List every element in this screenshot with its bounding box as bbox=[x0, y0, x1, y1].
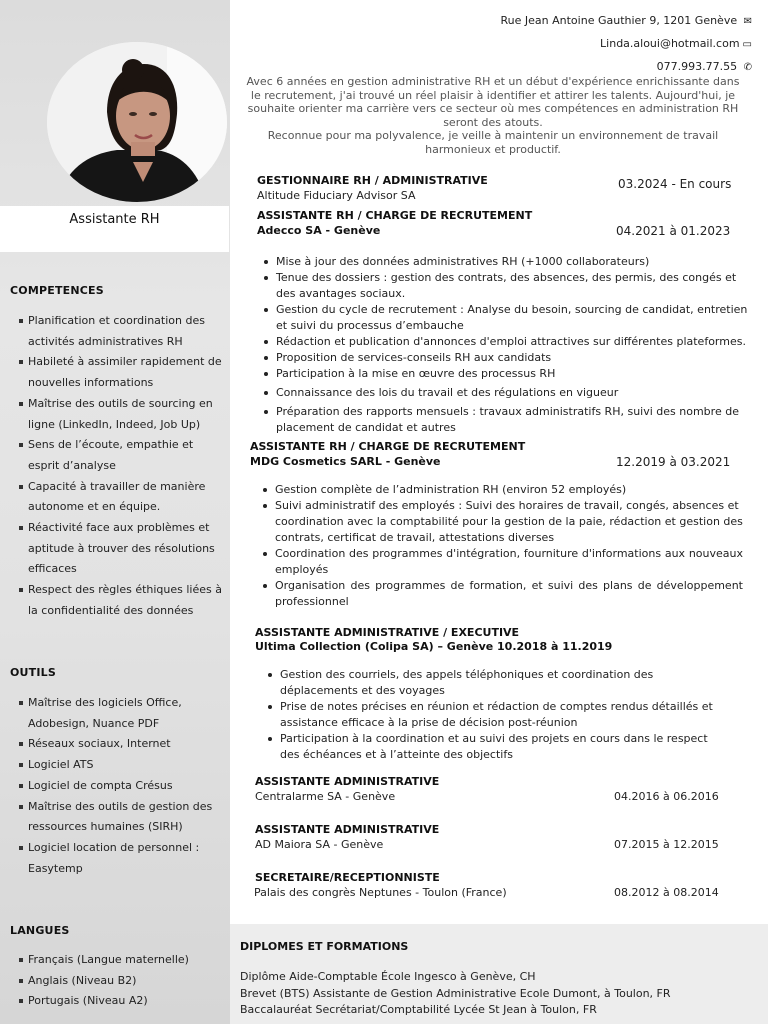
job-5-org: AD Maiora SA - Genève bbox=[255, 838, 384, 851]
education-line: Diplôme Aide-Comptable École Ingesco à Genève, CH bbox=[240, 970, 536, 983]
job-3-org: Ultima Collection (Colipa SA) – Genève 10.2018 à 11.2019 bbox=[255, 640, 613, 653]
list-item: Participation à la coordination et au suivi des projets en cours dans le respect des échéances et à l’atteinte des objectifs bbox=[280, 731, 720, 763]
list-item: Réactivité face aux problèmes et aptitude à trouver des résolutions efficaces bbox=[0, 518, 230, 580]
list-item: Participation à la mise en œuvre des processus RH bbox=[276, 366, 758, 382]
job-4-org: Centralarme SA - Genève bbox=[255, 790, 396, 803]
job-3-bullets bbox=[280, 667, 720, 763]
address-line bbox=[501, 10, 752, 33]
job-1-date: 04.2021 à 01.2023 bbox=[616, 224, 731, 238]
education-heading: DIPLOMES ET FORMATIONS bbox=[240, 940, 409, 953]
education-line: Brevet (BTS) Assistante de Gestion Administrative Ecole Dumont, à Toulon, FR bbox=[240, 987, 671, 1000]
profile-summary bbox=[238, 75, 748, 156]
profile-line: le recrutement, j'ai trouvé un réel plaisir à identifier et attirer les talents. Aujourd'hui, je bbox=[250, 88, 736, 102]
list-item: Suivi administratif des employés : Suivi des horaires de travail, congés, absences et coordination avec la comptabilité pour la gestion de la paie, rédaction et gestion des contrats, certificat de travail, attestations diverses bbox=[275, 499, 743, 544]
job-0-title: GESTIONNAIRE RH / ADMINISTRATIVE bbox=[257, 174, 488, 187]
list-item: Logiciel ATS bbox=[0, 755, 230, 776]
envelope-icon: ✉ bbox=[743, 16, 752, 27]
list-item: Sens de l’écoute, empathie et esprit d’analyse bbox=[0, 435, 230, 476]
list-item: Logiciel de compta Crésus bbox=[0, 776, 230, 797]
email-text[interactable]: Linda.aloui@hotmail.com bbox=[600, 37, 740, 50]
competences-heading: COMPETENCES bbox=[10, 284, 104, 297]
list-item: Proposition de services-conseils RH aux candidats bbox=[276, 350, 758, 366]
list-item: Réseaux sociaux, Internet bbox=[0, 734, 230, 755]
job-1-title: ASSISTANTE RH / CHARGE DE RECRUTEMENT bbox=[257, 209, 533, 222]
job-4-title: ASSISTANTE ADMINISTRATIVE bbox=[255, 775, 440, 788]
job-5-title: ASSISTANTE ADMINISTRATIVE bbox=[255, 823, 440, 836]
list-item: Préparation des rapports mensuels : travaux administratifs RH, suivi des nombre de placement de candidat et autres bbox=[276, 404, 758, 436]
list-item: Maîtrise des outils de sourcing en ligne (LinkedIn, Indeed, Job Up) bbox=[0, 394, 230, 435]
list-item: Respect des règles éthiques liées à la confidentialité des données bbox=[0, 580, 230, 621]
email-line bbox=[501, 33, 752, 56]
job-2-title: ASSISTANTE RH / CHARGE DE RECRUTEMENT bbox=[250, 440, 526, 453]
outils-heading: OUTILS bbox=[10, 666, 57, 679]
main-content bbox=[230, 0, 768, 1024]
job-2-bullets bbox=[275, 482, 743, 610]
profile-photo bbox=[47, 42, 227, 202]
candidate-job-title: Assistante RH bbox=[69, 212, 160, 227]
list-item: Logiciel location de personnel : Easytemp bbox=[0, 838, 230, 879]
sidebar bbox=[0, 0, 230, 1024]
job-3-title: ASSISTANTE ADMINISTRATIVE / EXECUTIVE bbox=[255, 626, 520, 639]
job-6-title: SECRETAIRE/RECEPTIONNISTE bbox=[255, 871, 440, 884]
job-1-bullets bbox=[276, 254, 758, 436]
list-item: Français (Langue maternelle) bbox=[0, 950, 230, 971]
job-5-date: 07.2015 à 12.2015 bbox=[614, 838, 719, 851]
job-0-date: 03.2024 - En cours bbox=[618, 177, 732, 191]
list-item: Rédaction et publication d'annonces d'emploi attractives sur différentes plateformes. bbox=[276, 334, 758, 350]
list-item: Gestion complète de l’administration RH (environ 52 employés) bbox=[275, 482, 743, 498]
list-item: Maîtrise des logiciels Office, Adobesign, Nuance PDF bbox=[0, 693, 230, 734]
address-text: Rue Jean Antoine Gauthier 9, 1201 Genève bbox=[500, 14, 738, 27]
list-item: Habileté à assimiler rapidement de nouvelles informations bbox=[0, 352, 230, 393]
phone-icon: ✆ bbox=[743, 62, 752, 73]
job-6-org: Palais des congrès Neptunes - Toulon (France) bbox=[254, 886, 507, 899]
langues-heading: LANGUES bbox=[10, 924, 70, 937]
list-item: Connaissance des lois du travail et des régulations en vigueur bbox=[276, 385, 758, 401]
profile-line: seront des atouts. bbox=[443, 115, 543, 129]
list-item: Coordination des programmes d'intégration, fourniture d'informations aux nouveaux employés bbox=[275, 547, 743, 576]
list-item: Organisation des programmes de formation, et suivi des plans de développement professionnel bbox=[275, 579, 743, 608]
list-item: Planification et coordination des activités administratives RH bbox=[0, 311, 230, 352]
experience-panel bbox=[230, 168, 768, 924]
job-1-org: Adecco SA - Genève bbox=[257, 224, 381, 237]
job-2-date: 12.2019 à 03.2021 bbox=[616, 455, 731, 469]
job-2-org: MDG Cosmetics SARL - Genève bbox=[250, 455, 441, 468]
langues-list bbox=[0, 950, 230, 1012]
education-line: Baccalauréat Secrétariat/Comptabilité Lycée St Jean à Toulon, FR bbox=[240, 1003, 597, 1016]
list-item: Maîtrise des outils de gestion des ressources humaines (SIRH) bbox=[0, 797, 230, 838]
person-photo-illustration bbox=[47, 42, 227, 202]
phone-text[interactable]: 077.993.77.55 bbox=[656, 60, 738, 73]
education-section bbox=[230, 924, 768, 1024]
profile-line: Reconnue pour ma polyvalence, je veille à maintenir un environnement de travail bbox=[267, 129, 719, 142]
list-item: Gestion des courriels, des appels téléphoniques et coordination des déplacements et des voyages bbox=[280, 667, 720, 699]
list-item: Tenue des dossiers : gestion des contrats, des absences, des permis, des congés et des avantages sociaux. bbox=[276, 270, 758, 302]
job-6-date: 08.2012 à 08.2014 bbox=[614, 886, 719, 899]
list-item: Gestion du cycle de recrutement : Analyse du besoin, sourcing de candidat, entretien et suivi du processus d’embauche bbox=[276, 302, 758, 334]
laptop-icon: ▭ bbox=[742, 39, 752, 50]
profile-line: Avec 6 années en gestion administrative RH et un début d'expérience enrichissante dans bbox=[246, 75, 740, 88]
job-4-date: 04.2016 à 06.2016 bbox=[614, 790, 719, 803]
job-0-org: Altitude Fiduciary Advisor SA bbox=[257, 189, 416, 202]
competences-list bbox=[0, 311, 230, 622]
list-item: Mise à jour des données administratives RH (+1000 collaborateurs) bbox=[276, 254, 758, 270]
list-item: Prise de notes précises en réunion et rédaction de comptes rendus détaillés et assistance efficace à la prise de décision post-réunion bbox=[280, 699, 720, 731]
list-item: Capacité à travailler de manière autonome et en équipe. bbox=[0, 477, 230, 518]
profile-line: souhaite orienter ma carrière vers ce secteur où mes compétences en administration RH bbox=[247, 102, 739, 115]
list-item: Portugais (Niveau A2) bbox=[0, 991, 230, 1012]
profile-line: harmonieux et productif. bbox=[425, 142, 561, 156]
contact-block bbox=[501, 10, 752, 79]
list-item: Anglais (Niveau B2) bbox=[0, 971, 230, 992]
outils-list bbox=[0, 693, 230, 879]
